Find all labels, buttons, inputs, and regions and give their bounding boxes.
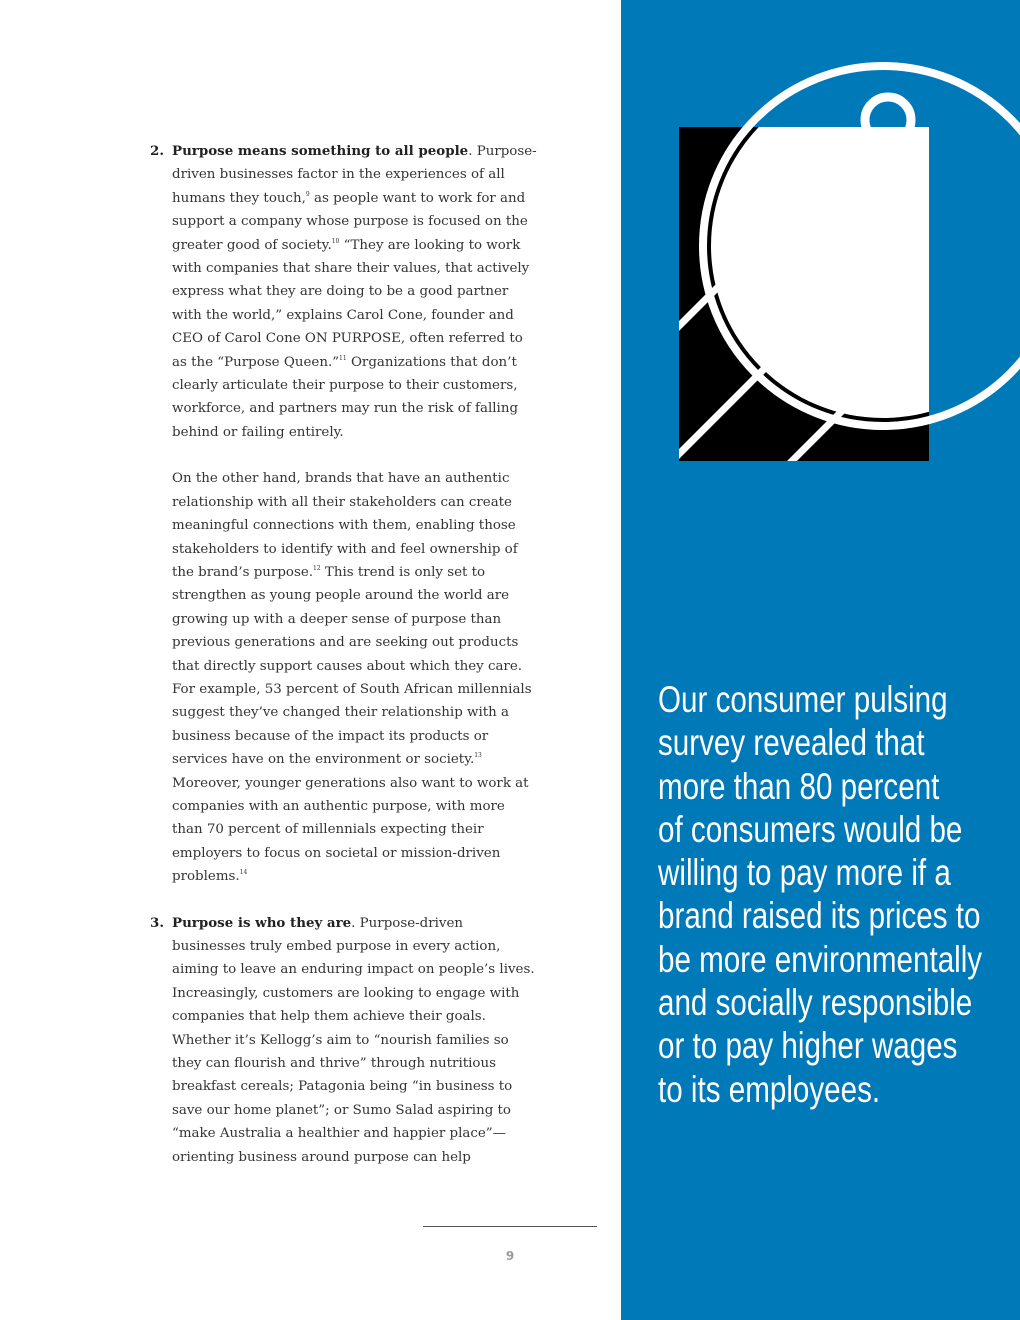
footnote-marker: 11 bbox=[339, 354, 347, 362]
pull-quote-line: and socially responsible bbox=[658, 982, 973, 1024]
list-number: 3. bbox=[150, 914, 164, 931]
footnote-marker: 14 bbox=[239, 869, 248, 877]
footnote-marker: 13 bbox=[474, 752, 482, 760]
paragraph bbox=[172, 912, 538, 1169]
pull-quote-line: or to pay higher wages bbox=[658, 1025, 958, 1067]
paragraph bbox=[172, 140, 538, 444]
page-number: 9 bbox=[505, 1249, 515, 1263]
pull-quote-panel bbox=[621, 0, 1020, 1320]
list-item-lead: Purpose means something to all people bbox=[172, 143, 469, 159]
footnote-marker: 10 bbox=[331, 237, 340, 245]
pull-quote-line: brand raised its prices to bbox=[658, 895, 981, 937]
pull-quote-line: more than 80 percent bbox=[658, 765, 940, 807]
pull-quote-line: willing to pay more if a bbox=[658, 852, 951, 894]
pull-quote-line: be more environmentally bbox=[658, 938, 983, 980]
footnote-marker: 9 bbox=[305, 190, 310, 198]
list-number: 2. bbox=[150, 143, 164, 159]
magnifier-illustration bbox=[621, 0, 1020, 480]
pull-quote bbox=[658, 678, 983, 1111]
paragraph-body: . Purpose-driven businesses truly embed purpose in every action, aiming to leave an enduring impact on people’s lives. Increasingly, customers are looking to engage with companies that help them achieve their goals. Whether it’s Kellogg’s aim to “nourish families so they can flourish and thrive” through nutritious breakfast cereals; Patagonia being “in business to save our home planet”; or Sumo Salad aspiring to “make Australia a healthier and happier place”—orienting business around purpose can help bbox=[172, 915, 535, 1165]
list-item-lead: Purpose is who they are bbox=[172, 914, 352, 931]
body-text-column bbox=[148, 140, 538, 1169]
list-item-3 bbox=[148, 912, 538, 1169]
footer-rule bbox=[423, 1226, 597, 1227]
pull-quote-line: Our consumer pulsing bbox=[658, 679, 948, 720]
footnote-marker: 12 bbox=[313, 564, 321, 572]
pull-quote-line: of consumers would be bbox=[658, 808, 963, 850]
pull-quote-line: survey revealed that bbox=[658, 722, 925, 764]
paragraph: On the other hand, brands that have an authentic relationship with all their stakeholders can create meaningful connections with them, enabling those stakeholders to identify with and feel ownership of the brand’s purpose.$^{12}$ This trend is only set to strengthen as young people around the world are growing up with a deeper sense of purpose than previous generations and are seeking out products that directly support causes about which they care. For example, 53 percent of South African millennials suggest they’ve changed their relationship with a business because of the impact its products or services have on the environment or society.$^{13}$ Moreover, younger generations also want to work at companies with an authentic purpose, with more than 70 percent of millennials expecting their employers to focus on societal or mission-driven problems.$^{14}$ bbox=[172, 471, 532, 885]
pull-quote-line: to its employees. bbox=[658, 1068, 881, 1110]
list-item-2 bbox=[148, 140, 538, 889]
paragraph-body: . Purpose-driven businesses factor in the experiences of all humans they touch,$^9$ as people want to work for and support a company whose purpose is focused on the greater good of society.$^{10}$ “They are looking to work with companies that share their values, that actively express what they are doing to be a good partner with the world,” explains Carol Cone, founder and CEO of Carol Cone ON PURPOSE, often referred to as the “Purpose Queen.”$^{11}$ Organizations that don’t clearly articulate their purpose to their customers, workforce, and partners may run the risk of falling behind or failing entirely. bbox=[172, 144, 537, 440]
